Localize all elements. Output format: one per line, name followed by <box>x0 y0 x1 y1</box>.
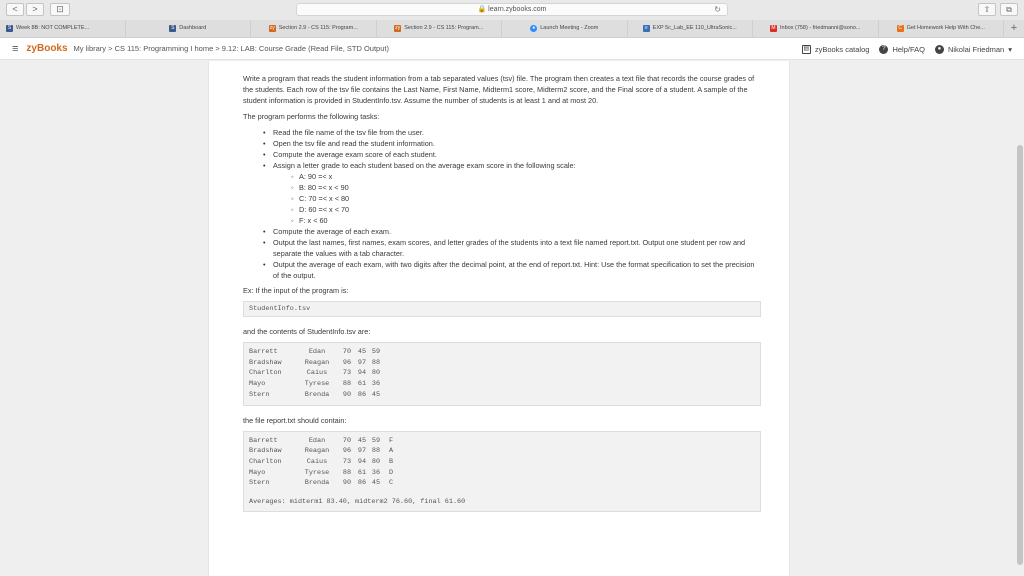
zybooks-header <box>0 38 1024 60</box>
table-row: Charlton Caius 73 94 80 B <box>249 457 394 466</box>
toolbar-right <box>978 3 1018 16</box>
share-icon[interactable]: ⇧ <box>978 3 996 16</box>
tab-favicon-icon: S <box>7 25 12 31</box>
tab-section-2-9-a[interactable] <box>251 20 377 37</box>
table-row: Barrett Edan 70 45 59 <box>249 348 381 356</box>
forward-button[interactable]: > <box>26 3 44 16</box>
catalog-link[interactable] <box>802 45 870 54</box>
table-row: Mayo Tyrese 88 61 36 D <box>249 468 394 477</box>
grade-scale <box>291 171 761 226</box>
address-bar[interactable] <box>296 3 728 16</box>
new-tab-button[interactable]: + <box>1004 20 1024 37</box>
page-scrollbar[interactable] <box>1016 61 1024 576</box>
tab-label: Dashboard <box>179 25 207 31</box>
input-code-block: StudentInfo.tsv <box>243 301 761 317</box>
tab-section-2-9-b[interactable] <box>377 20 503 37</box>
tab-week8b[interactable] <box>0 20 126 37</box>
scale-item: ◦ B: 80 =< x < 90 <box>291 182 761 193</box>
table-row: Mayo Tyrese 88 61 36 <box>249 380 381 389</box>
tab-favicon-icon: zy <box>395 25 401 31</box>
list-item: • Compute the average of each exam. <box>265 226 761 237</box>
nav-buttons <box>6 3 70 16</box>
zybooks-logo[interactable]: zyBooks <box>26 43 68 54</box>
sidebar-toggle-icon[interactable]: ⊡ <box>50 3 70 16</box>
tab-label: Section 2.9 - CS 115: Program... <box>278 25 358 31</box>
scale-item: ◦ C: 70 =< x < 80 <box>291 193 761 204</box>
scale-item: ◦ A: 90 =< x <box>291 171 761 182</box>
tab-zoom[interactable] <box>502 20 628 37</box>
help-link[interactable] <box>879 45 925 54</box>
tab-label: Get Homework Help With Che... <box>906 25 985 31</box>
list-item <box>265 160 761 226</box>
user-name: Nikolai Friedman <box>947 44 1005 54</box>
tab-favicon-icon: ● <box>532 25 536 31</box>
report-code-block <box>243 431 761 513</box>
task-list <box>265 127 761 281</box>
scale-item: ◦ D: 60 =< x < 70 <box>291 204 761 215</box>
task-assign-text: Assign a letter grade to each student based on the average exam score in the following scale: <box>273 161 576 170</box>
intro-paragraph: Write a program that reads the student information from a tab separated values (tsv) file. The program then creates a text file that records the course grades of the students. Each row of the tsv file contains the Last Name, First Name, Midterm1 score, Midterm2 score, and the Final score of a student. A sample of the student information is provided in StudentInfo.tsv. Assume the number of students is at least 1 and at most 20. <box>243 74 755 105</box>
chevron-down-icon: ▾ <box>1008 44 1012 54</box>
tab-favicon-icon: C <box>898 25 902 31</box>
tsv-table <box>249 347 383 401</box>
lab-instructions <box>243 73 761 521</box>
help-icon: ? <box>879 45 888 54</box>
tab-label: Launch Meeting - Zoom <box>540 25 599 31</box>
lab-content-panel <box>208 61 790 576</box>
tab-favicon-icon: zy <box>269 25 275 31</box>
scale-item: ◦ F: x < 60 <box>291 215 761 226</box>
back-button[interactable]: < <box>6 3 24 16</box>
list-item: • Compute the average exam score of each student. <box>265 149 761 160</box>
table-row: Bradshaw Reagan 96 97 88 A <box>249 447 394 456</box>
contents-label: and the contents of StudentInfo.tsv are: <box>243 327 371 336</box>
address-text: learn.zybooks.com <box>488 6 547 13</box>
example-label: Ex: If the input of the program is: <box>243 286 349 295</box>
list-item: • Output the average of each exam, with two digits after the decimal point, at the end of report.txt. Hint: Use the format specification to set the precision of the output. <box>265 259 761 281</box>
tab-bar <box>0 20 1024 37</box>
header-right <box>802 38 1012 60</box>
tab-label: Section 2.9 - CS 115: Program... <box>404 25 484 31</box>
list-item: • Read the file name of the tsv file from the user. <box>265 127 761 138</box>
menu-icon[interactable]: ≡ <box>12 42 19 55</box>
averages-line: Averages: midterm1 83.40, midterm2 76.60, final 61.60 <box>249 498 466 507</box>
lock-icon: 🔒 <box>477 6 487 13</box>
tsv-code-block <box>243 342 761 406</box>
reload-icon[interactable]: ↻ <box>714 5 721 14</box>
table-row: Barrett Edan 70 45 59 F <box>249 436 394 445</box>
tab-inbox[interactable] <box>753 20 879 37</box>
table-row: Charlton Caius 73 94 80 <box>249 369 381 378</box>
tab-label: EXP 5c_Lab_EE 110_UltraSonic... <box>652 25 737 31</box>
list-item: • Open the tsv file and read the student information. <box>265 138 761 149</box>
browser-chrome <box>0 0 1024 38</box>
table-row: Bradshaw Reagan 96 97 88 <box>249 358 381 367</box>
tab-favicon-icon: ≡ <box>643 25 650 32</box>
tabs-overview-icon[interactable]: ⧉ <box>1000 3 1018 16</box>
tasks-intro: The program performs the following tasks: <box>243 112 380 121</box>
user-menu[interactable] <box>935 45 1012 54</box>
tab-chegg[interactable] <box>879 20 1005 37</box>
tab-exp5c[interactable] <box>628 20 754 37</box>
tab-dashboard[interactable] <box>126 20 252 37</box>
book-icon: ▤ <box>803 45 810 52</box>
report-label: the file report.txt should contain: <box>243 415 347 425</box>
table-row: Stern Brenda 90 86 45 <box>249 390 381 399</box>
list-item: • Output the last names, first names, exam scores, and letter grades of the students into a text file named report.txt. Output one student per row and separate the values with a tab character. <box>265 237 761 259</box>
report-table <box>249 436 399 490</box>
tab-favicon-icon: S <box>171 25 175 31</box>
tab-label: Inbox (758) - friedmanni@sono... <box>780 25 861 31</box>
help-label: Help/FAQ <box>892 44 925 54</box>
tab-favicon-icon: M <box>771 25 776 31</box>
scrollbar-thumb[interactable] <box>1017 145 1023 565</box>
breadcrumb[interactable]: My library > CS 115: Programming I home > 9.12: LAB: Course Grade (Read File, STD Output) <box>73 44 389 53</box>
catalog-label: zyBooks catalog <box>814 44 870 54</box>
tab-label: Week 8B: NOT COMPLETE... <box>16 25 90 31</box>
user-icon: ● <box>935 45 944 54</box>
table-row: Stern Brenda 90 86 45 C <box>249 479 394 488</box>
